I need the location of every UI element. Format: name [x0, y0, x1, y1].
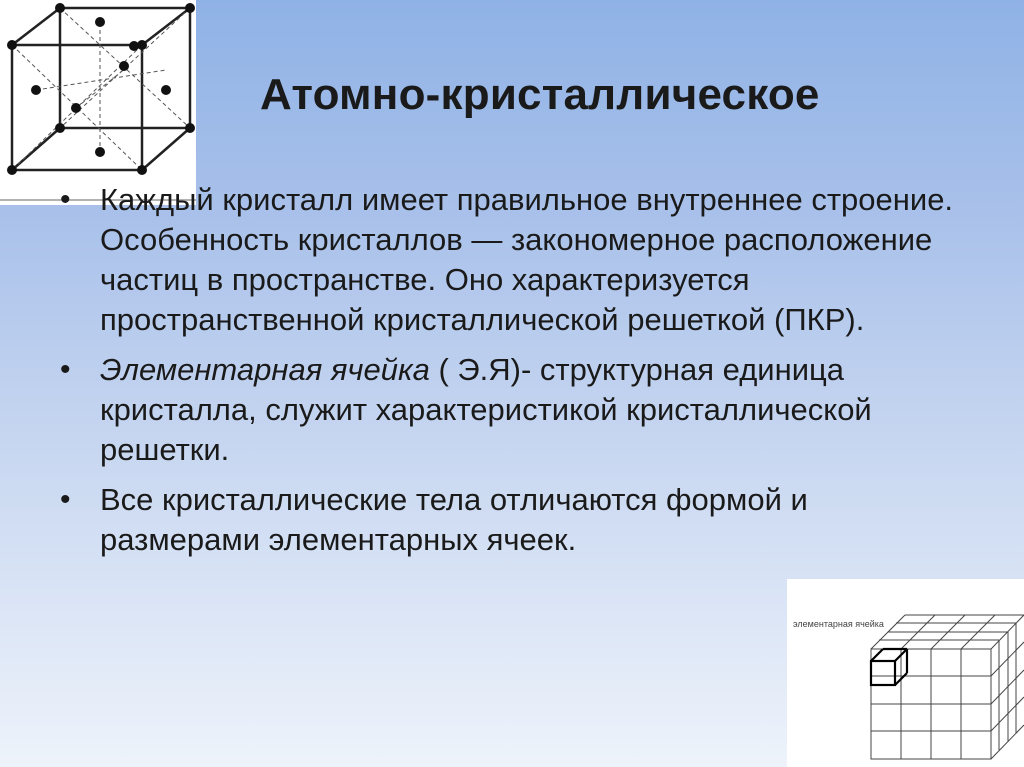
grid-cube-icon	[787, 579, 1024, 767]
bullet-text: Все кристаллические тела отличаются формой и размерами элементарных ячеек.	[100, 482, 808, 557]
bullet-item-1	[60, 180, 960, 340]
bullet-icon: •	[60, 183, 71, 216]
bullet-item-2	[60, 350, 960, 470]
unit-cell-term: Элементарная ячейка	[100, 352, 430, 387]
crystal-lattice-image	[0, 0, 196, 205]
bullet-item-3	[60, 480, 960, 560]
bullet-list	[60, 180, 960, 570]
bullet-text: ( Э.Я)- структурная единица кристалла, служит характеристикой кристаллической решетки.	[100, 352, 872, 467]
slide-title: Атомно-кристаллическое	[260, 70, 820, 119]
unit-cell-caption: элементарная ячейка	[793, 619, 884, 629]
bullet-text: Каждый кристалл имеет правильное внутреннее строение. Особенность кристаллов — закономерное расположение частиц в пространстве. Оно характеризуется пространственной кристаллической решеткой (ПКР).	[100, 182, 954, 337]
bullet-icon: •	[60, 353, 71, 386]
cube-lattice-icon	[0, 0, 196, 205]
bullet-icon: •	[60, 483, 71, 516]
unit-cell-image	[787, 579, 1024, 767]
unit-cell-highlight	[871, 649, 907, 685]
